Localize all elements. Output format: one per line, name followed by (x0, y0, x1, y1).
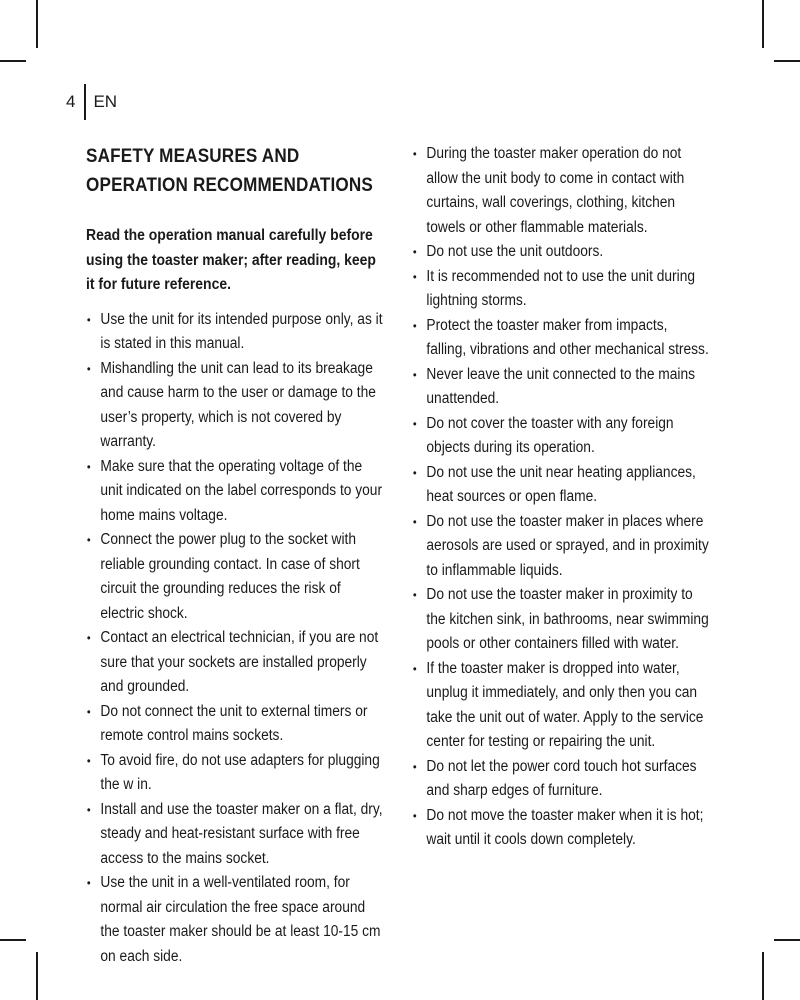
safety-list-left (86, 308, 387, 970)
section-title: SAFETY MEASURES AND OPERATION RECOMMENDATIONS (86, 146, 373, 196)
crop-mark-bottom-right-vertical (762, 952, 764, 1000)
header-divider (84, 84, 86, 120)
list-item: • Connect the power plug to the socket with reliable grounding contact. In case of short circuit the grounding reduces the risk of electric shock. (86, 528, 387, 626)
list-item: • Do not use the toaster maker in places where aerosols are used or sprayed, and in proximity to inflammable liquids. (412, 510, 711, 584)
language-code: EN (93, 92, 118, 111)
list-item: • It is recommended not to use the unit during lightning storms. (412, 265, 711, 314)
crop-mark-top-right-vertical (762, 0, 764, 48)
list-item: • Use the unit for its intended purpose only, as it is stated in this manual. (86, 308, 387, 357)
list-item: • Do not use the toaster maker in proximity to the kitchen sink, in bathrooms, near swimming pools or other containers filled with water. (412, 583, 711, 657)
list-item: • Do not cover the toaster with any foreign objects during its operation. (412, 412, 711, 461)
crop-mark-top-left-vertical (36, 0, 38, 48)
list-item: • Protect the toaster maker from impacts, falling, vibrations and other mechanical stress. (412, 314, 711, 363)
right-column (412, 142, 711, 853)
list-item: • Do not let the power cord touch hot surfaces and sharp edges of furniture. (412, 755, 711, 804)
list-item: • Make sure that the operating voltage of the unit indicated on the label corresponds to your home mains voltage. (86, 455, 387, 529)
list-item: • Contact an electrical technician, if you are not sure that your sockets are installed properly and grounded. (86, 626, 387, 700)
safety-list-right (412, 142, 711, 853)
list-item: • Do not connect the unit to external timers or remote control mains sockets. (86, 700, 387, 749)
list-item: • Do not use the unit near heating appliances, heat sources or open flame. (412, 461, 711, 510)
crop-mark-bottom-left-vertical (36, 952, 38, 1000)
intro-paragraph: Read the operation manual carefully before using the toaster maker; after reading, keep it for future reference. (86, 227, 376, 293)
page-header (66, 84, 117, 120)
list-item: • Do not use the unit outdoors. (412, 240, 711, 265)
list-item: • Use the unit in a well-ventilated room, for normal air circulation the free space around the toaster maker should be at least 10-15 cm on each side. (86, 871, 387, 969)
list-item: • If the toaster maker is dropped into water, unplug it immediately, and only then you can take the unit out of water. Apply to the service center for testing or repairing the unit. (412, 657, 711, 755)
list-item: • Never leave the unit connected to the mains unattended. (412, 363, 711, 412)
list-item: • Mishandling the unit can lead to its breakage and cause harm to the user or damage to the user’s property, which is not covered by warranty. (86, 357, 387, 455)
list-item: • During the toaster maker operation do not allow the unit body to come in contact with curtains, wall coverings, clothing, kitchen towels or other flammable materials. (412, 142, 711, 240)
list-item: • Install and use the toaster maker on a flat, dry, steady and heat-resistant surface with free access to the mains socket. (86, 798, 387, 872)
list-item: • Do not move the toaster maker when it is hot; wait until it cools down completely. (412, 804, 711, 853)
crop-mark-top-left-horizontal (0, 60, 26, 62)
crop-mark-top-right-horizontal (774, 60, 800, 62)
crop-mark-bottom-left-horizontal (0, 939, 26, 941)
page-number: 4 (66, 92, 76, 111)
crop-mark-bottom-right-horizontal (774, 939, 800, 941)
left-column (86, 142, 387, 969)
list-item: • To avoid fire, do not use adapters for plugging the w in. (86, 749, 387, 798)
